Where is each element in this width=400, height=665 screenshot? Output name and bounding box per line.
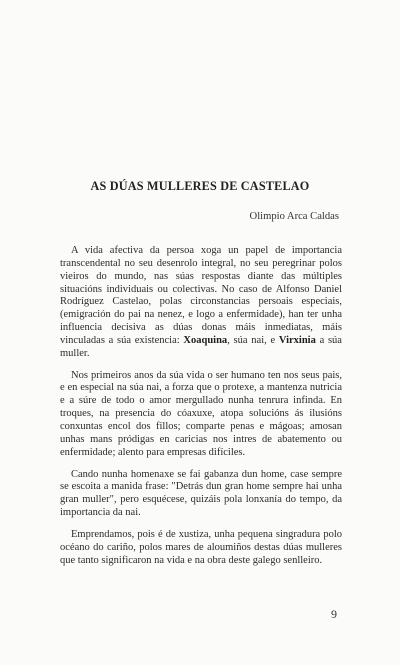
paragraph-1 [60, 245, 342, 361]
chapter-title: AS DÚAS MULLERES DE CASTELAO [90, 179, 310, 193]
name-virxinia: Virxinia [278, 334, 316, 346]
page-number: 9 [331, 607, 337, 621]
author-name: Olimpio Arca Caldas [249, 211, 339, 222]
paragraph-2: Nos primeiros anos da súa vida o ser humano ten nos seus pais, e en especial na súa nai, a forza que o protexe, a mantenza nutricia e a súre de todo o amor mergullado nunha tenrura infinda. En troques, na presencia do cóaxuxe, atopa solucións ás ilusións conxuntas encol dos fillos; comparte penas e mágoas; amosan unhas mans pródigas en caricias nos intres de abatemento ou enfermidade; alento para empresas difíciles. [60, 369, 342, 458]
paragraph-1-text-a: A vida afectiva da persoa xoga un papel de importancia transcendental no seu desenrolo integral, no seu peregrinar polos vieiros do mundo, nas súas respostas diante das múltiples situacións individuais ou colectivas. No caso de Alfonso Daniel Rodríguez Castelao, polas circonstancias persoais especiais, (emigración do pai na nenez, e logo a enfermidade), han ter unha influencia decisiva as dúas donas máis inmediatas, máis vinculadas a súa existencia: [60, 245, 342, 346]
paragraph-1-text-b: , súa nai, e [227, 334, 279, 346]
paragraph-3: Cando nunha homenaxe se fai gabanza dun home, case sempre se escoita a manida frase: "Detrás dun gran home sempre hai unha gran muller", pero esquécese, quizáis pola lonxanía do tempo, da importancia da nai. [60, 468, 342, 519]
paragraph-1-text-c: a súa muller. [60, 334, 342, 359]
paragraph-4: Emprendamos, pois é de xustiza, unha pequena singradura polo océano do cariño, polos mares de aloumiños destas dúas mulleres que tanto significaron na vida e na obra deste galego senlleiro. [60, 528, 342, 566]
body-text [60, 245, 342, 576]
name-xoaquina: Xoaquina [183, 334, 228, 346]
